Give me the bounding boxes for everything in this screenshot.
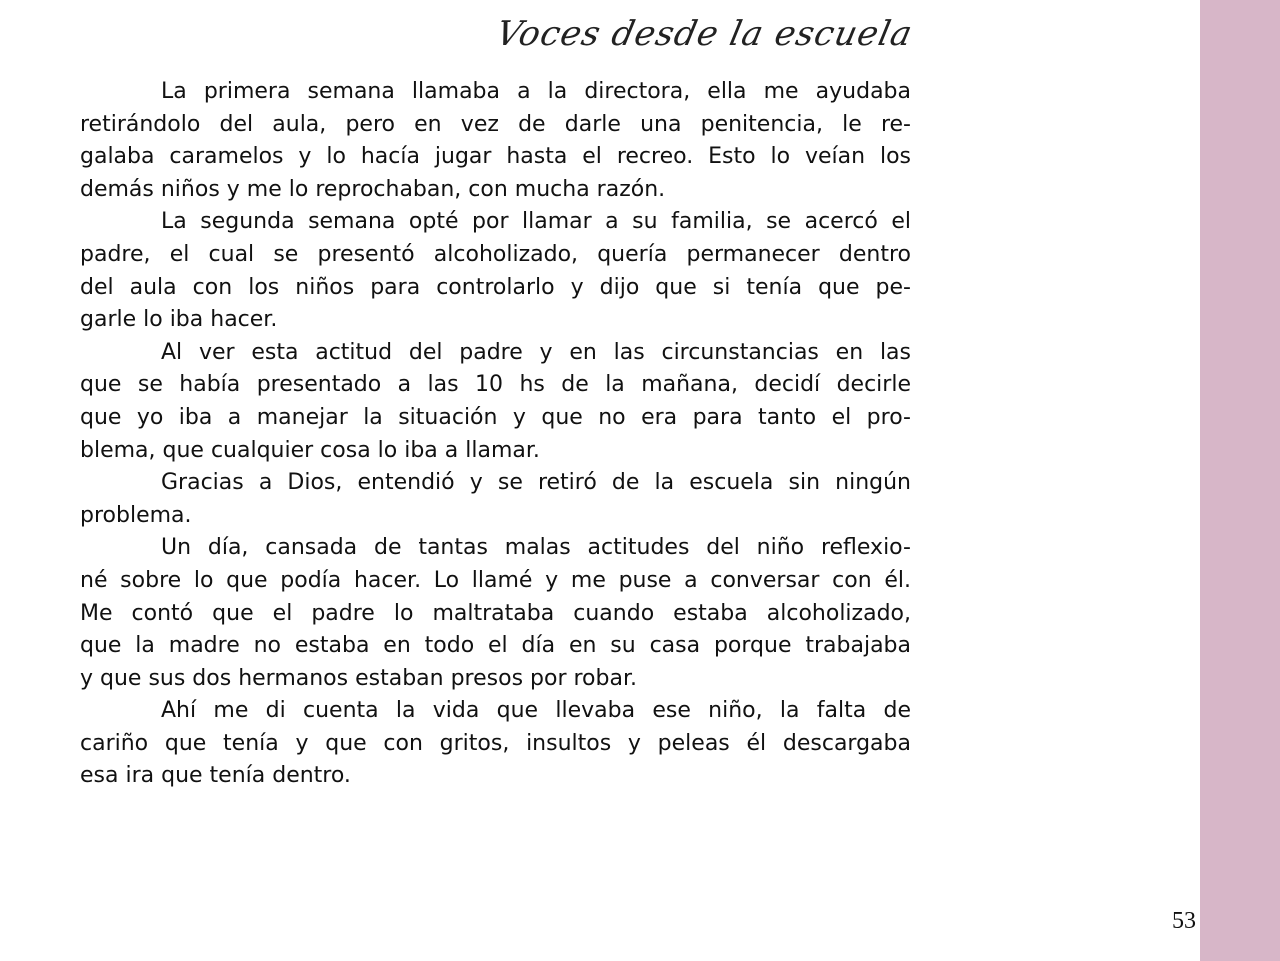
text-line: retirándolo del aula, pero en vez de darle una penitencia, le re- [80,111,911,137]
body-text [80,76,911,793]
text-line: problema. [80,502,192,528]
text-line: galaba caramelos y lo hacía jugar hasta el recreo. Esto lo veían los [80,144,911,170]
text-line: del aula con los niños para controlarlo y dijo que si tenía que pe- [80,274,911,300]
paragraph [80,695,911,793]
text-line: La segunda semana opté por llamar a su familia, se acercó el [161,209,911,235]
text-line: que la madre no estaba en todo el día en su casa porque trabajaba [80,633,911,659]
text-line: blema, que cualquier cosa lo iba a llamar. [80,437,540,463]
text-line: garle lo iba hacer. [80,307,278,333]
text-line: padre, el cual se presentó alcoholizado, quería permanecer dentro [80,241,911,267]
running-header: Voces desde la escuela [492,14,917,54]
text-line: né sobre lo que podía hacer. Lo llamé y me puse a conversar con él. [80,567,911,593]
decorative-sidebar [1200,0,1280,961]
text-line: Un día, cansada de tantas malas actitudes del niño reflexio- [161,535,911,561]
text-line: Me contó que el padre lo maltrataba cuando estaba alcoholizado, [80,600,911,626]
paragraph [80,467,911,532]
paragraph [80,337,911,467]
text-line: que yo iba a manejar la situación y que no era para tanto el pro- [80,404,911,430]
text-line: esa ira que tenía dentro. [80,763,351,789]
text-line: Al ver esta actitud del padre y en las circunstancias en las [161,339,911,365]
text-line: demás niños y me lo reprochaban, con mucha razón. [80,176,666,202]
text-line: La primera semana llamaba a la directora, ella me ayudaba [161,79,911,104]
text-line: cariño que tenía y que con gritos, insultos y peleas él descargaba [80,730,911,756]
paragraph [80,206,911,336]
paragraph [80,76,911,206]
text-line: Ahí me di cuenta la vida que llevaba ese niño, la falta de [161,698,911,724]
text-line: y que sus dos hermanos estaban presos por robar. [80,665,637,691]
text-line: Gracias a Dios, entendió y se retiró de la escuela sin ningún [161,470,911,496]
page-number: 53 [1172,908,1196,934]
text-line: que se había presentado a las 10 hs de la mañana, decidí decirle [80,372,911,398]
paragraph [80,532,911,695]
